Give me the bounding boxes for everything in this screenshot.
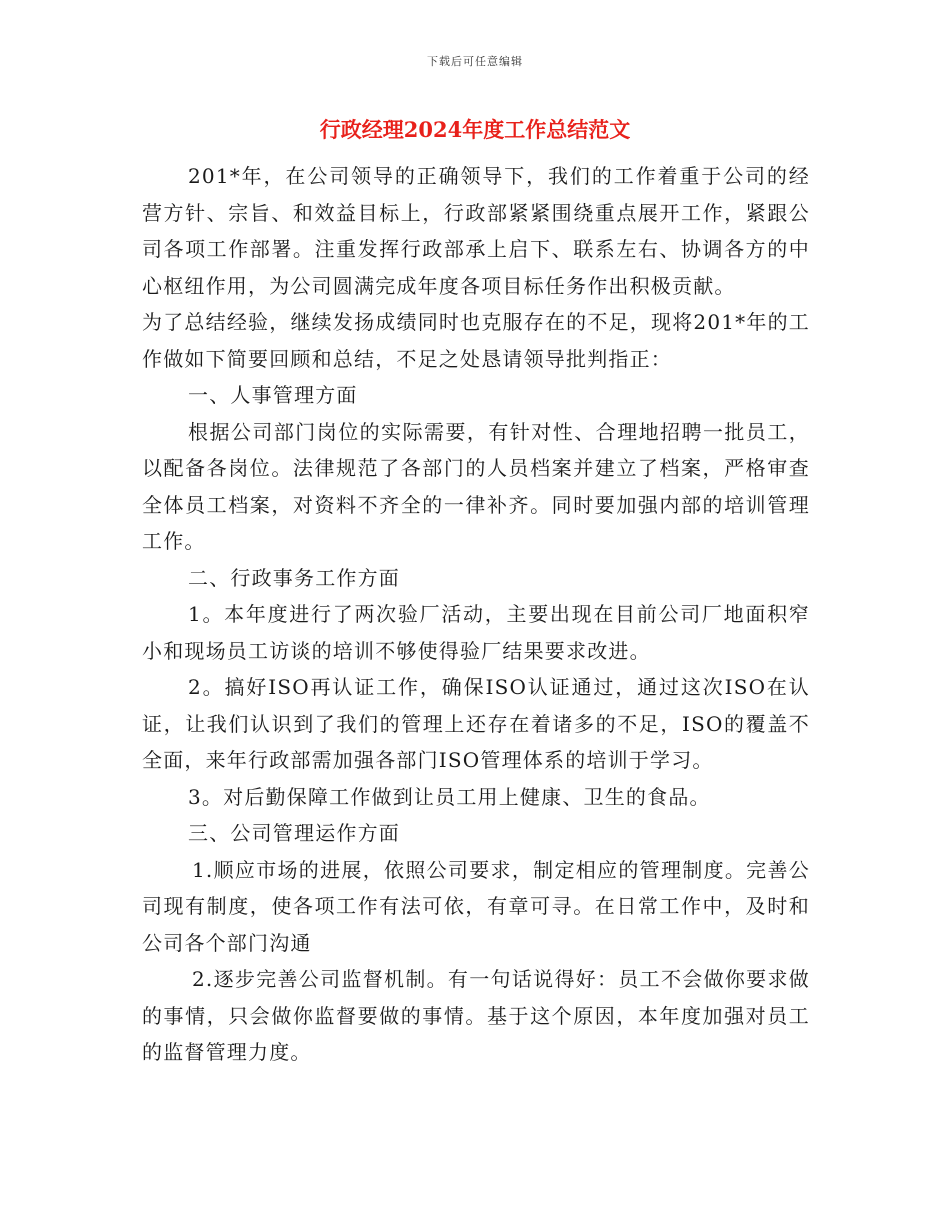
paragraph-admin-item-3: 3。对后勤保障工作做到让员工用上健康、卫生的食品。	[188, 784, 711, 809]
section-heading-admin-affairs: 二、行政事务工作方面	[188, 565, 400, 590]
document-title: 行政经理2024年度工作总结范文	[319, 117, 631, 142]
paragraph-intro: 201*年，在公司领导的正确领导下，我们的工作着重于公司的经营方针、宗旨、和效益目标上，行政部紧紧围绕重点展开工作，紧跟公司各项工作部署。注重发挥行政部承上启下、联系左右、协调各方的中心枢纽作用，为公司圆满完成年度各项目标任务作出积极贡献。	[142, 164, 810, 298]
document-body	[142, 158, 810, 1071]
section-heading-management-operations: 三、公司管理运作方面	[188, 821, 400, 845]
paragraph-admin-item-1: 1。本年度进行了两次验厂活动，主要出现在目前公司厂地面积窄小和现场员工访谈的培训不够使得验厂结果要求改进。	[142, 602, 810, 663]
paragraph-personnel: 根据公司部门岗位的实际需要，有针对性、合理地招聘一批员工，以配备各岗位。法律规范了各部门的人员档案并建立了档案，严格审查全体员工档案，对资料不齐全的一律补齐。同时要加强内部的培训管理工作。	[142, 419, 810, 553]
section-heading-personnel: 一、人事管理方面	[188, 383, 358, 407]
page-header-note: 下载后可任意编辑	[427, 55, 523, 68]
paragraph-admin-item-2: 2。搞好ISO再认证工作，确保ISO认证通过，通过这次ISO在认证，让我们认识到了我们的管理上还存在着诸多的不足，ISO的覆盖不全面，来年行政部需加强各部门ISO管理体系的培训于学习。	[142, 675, 810, 772]
paragraph-management-item-1: 1.顺应市场的进展，依照公司要求，制定相应的管理制度。完善公司现有制度，使各项工作有法可依，有章可寻。在日常工作中，及时和公司各个部门沟通	[142, 857, 810, 955]
paragraph-management-item-2: 2.逐步完善公司监督机制。有一句话说得好：员工不会做你要求做的事情，只会做你监督要做的事情。基于这个原因，本年度加强对员工的监督管理力度。	[142, 967, 810, 1064]
paragraph-summary-purpose: 为了总结经验，继续发扬成绩同时也克服存在的不足，现将201*年的工作做如下简要回顾和总结，不足之处恳请领导批判指正：	[142, 310, 810, 371]
